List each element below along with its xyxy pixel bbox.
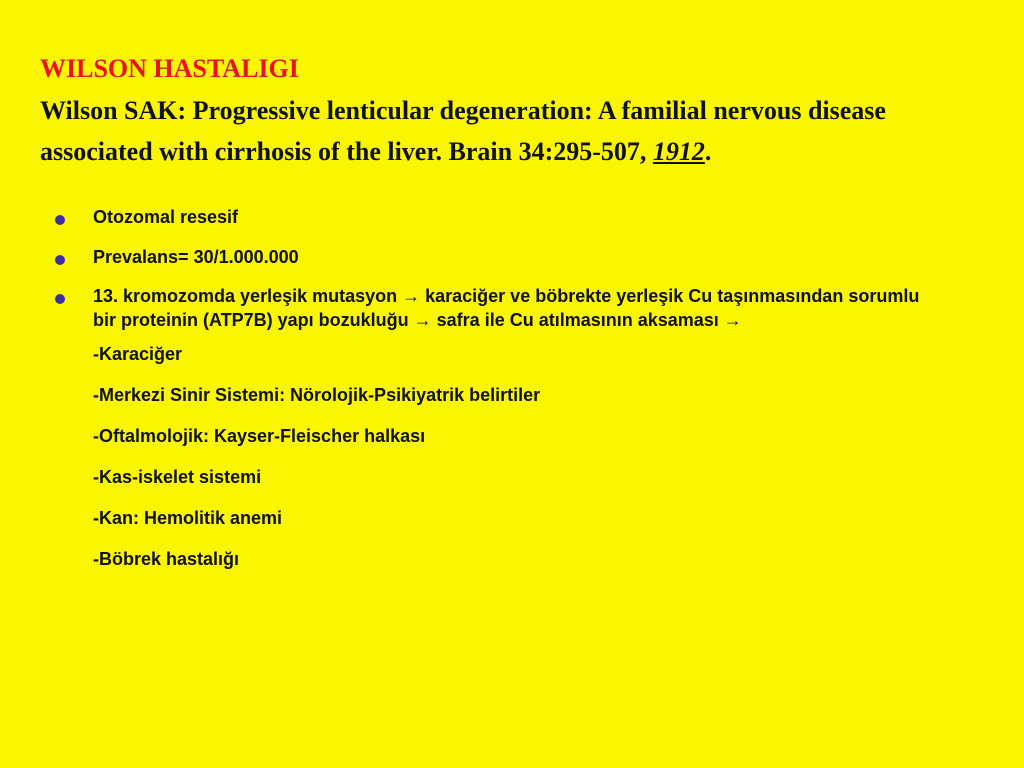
sub-item: -Karaciğer (93, 344, 183, 364)
sub-item: -Böbrek hastalığı (93, 549, 240, 569)
bullet-item (0, 205, 923, 229)
bullet-text: Prevalans= 30/1.000.000 (93, 247, 299, 267)
sub-item: -Oftalmolojik: Kayser-Fleischer halkası (93, 426, 426, 446)
citation-year: 1912 (652, 137, 705, 166)
title-block (40, 51, 990, 172)
citation-end: . (704, 137, 712, 166)
citation (40, 90, 990, 172)
bullet-list (0, 202, 1024, 571)
bullet-text: 13. kromozomda yerleşik mutasyon → karaciğer ve böbrekte yerleşik Cu taşınmasından sorumlu bir proteinin (ATP7B) yapı bozukluğu → safra ile Cu atılmasının aksaması → (93, 286, 920, 330)
slide-heading: WILSON HASTALIGI (40, 54, 299, 83)
bullet-dot-icon (55, 255, 65, 265)
bullet-item (0, 245, 923, 269)
sub-item: -Kan: Hemolitik anemi (93, 508, 283, 528)
bullet-text: Otozomal resesif (93, 207, 239, 227)
bullet-dot-icon (55, 215, 65, 225)
bullet-dot-icon (55, 294, 65, 304)
bullet-item (0, 284, 923, 332)
sub-item: -Kas-iskelet sistemi (93, 467, 262, 487)
sub-item: -Merkezi Sinir Sistemi: Nörolojik-Psikiyatrik belirtiler (93, 385, 541, 405)
citation-text: Wilson SAK: Progressive lenticular degeneration: A familial nervous disease associated with cirrhosis of the liver. Brain 34:295-507, (40, 96, 886, 166)
